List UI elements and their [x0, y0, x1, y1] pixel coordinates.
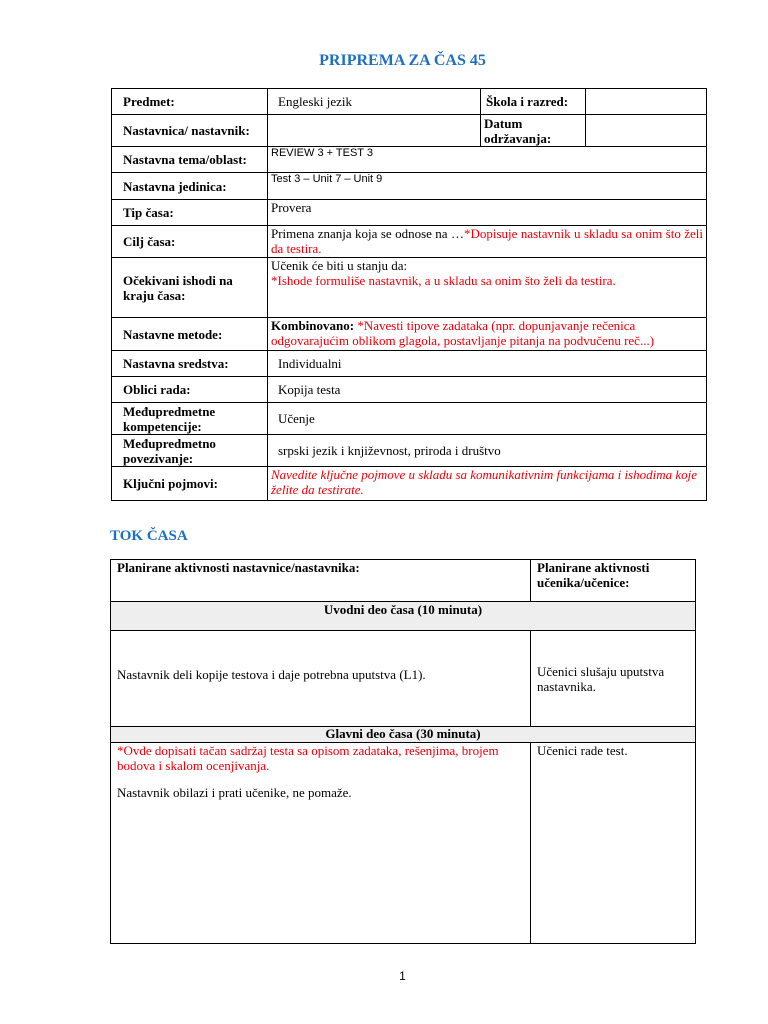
glavni-header: Glavni deo časa (30 minuta) — [111, 727, 696, 743]
jedinica-label: Nastavna jedinica: — [112, 173, 268, 200]
ishodi-value-note: *Ishode formuliše nastavnik, a u skladu sa onim što želi da testira. — [271, 273, 616, 288]
student-column-header: Planirane aktivnosti učenika/učenice: — [531, 560, 696, 602]
kompetencije-value: Učenje — [268, 403, 707, 435]
glavni-row — [111, 743, 696, 944]
ishodi-value-text: Učenik će biti u stanju da: — [271, 258, 408, 273]
row-sredstva — [112, 351, 707, 377]
row-predmet — [112, 89, 707, 115]
tok-casa-heading: TOK ČASA — [110, 528, 188, 544]
uvodni-row — [111, 631, 696, 727]
glavni-teacher-text: Nastavnik obilazi i prati učenike, ne pomaže. — [117, 785, 352, 800]
row-metode — [112, 318, 707, 351]
page-number: 1 — [399, 969, 406, 983]
metode-label: Nastavne metode: — [112, 318, 268, 351]
row-cilj — [112, 226, 707, 258]
glavni-header-row — [111, 727, 696, 743]
metode-value-bold: Kombinovano: — [271, 318, 355, 333]
uvodni-teacher: Nastavnik deli kopije testova i daje potrebna uputstva (L1). — [111, 631, 531, 727]
glavni-teacher-note: *Ovde dopisati tačan sadržaj testa sa opisom zadataka, rešenjima, brojem bodova i skalom ocenjivanja. — [117, 743, 499, 773]
datum-value[interactable] — [586, 115, 707, 147]
lesson-flow-table — [110, 559, 696, 944]
metode-value — [268, 318, 707, 351]
oblici-label: Oblici rada: — [112, 377, 268, 403]
cilj-value — [268, 226, 707, 258]
row-povezivanje — [112, 435, 707, 467]
kompetencije-label: Međupredmetne kompetencije: — [112, 403, 268, 435]
sredstva-value: Individualni — [268, 351, 707, 377]
cilj-value-note: *Dopisuje nastavnik u skladu sa onim što želi da testira. — [271, 226, 703, 256]
pojmovi-value: Navedite ključne pojmove u skladu sa komunikativnim funkcijama i ishodima koje želite da testirate. — [268, 467, 707, 501]
tema-value: REVIEW 3 + TEST 3 — [268, 147, 707, 173]
predmet-label: Predmet: — [112, 89, 268, 115]
tema-label: Nastavna tema/oblast: — [112, 147, 268, 173]
page-title: PRIPREMA ZA ČAS 45 — [319, 52, 486, 69]
pojmovi-label: Ključni pojmovi: — [112, 467, 268, 501]
skola-value[interactable] — [586, 89, 707, 115]
row-tip — [112, 200, 707, 226]
cilj-value-text: Primena znanja koja se odnose na … — [271, 226, 464, 241]
datum-label: Datum održavanja: — [481, 115, 586, 147]
tip-label: Tip časa: — [112, 200, 268, 226]
lesson-info-table — [111, 88, 707, 501]
povezivanje-value: srpski jezik i književnost, priroda i društvo — [268, 435, 707, 467]
glavni-student: Učenici rade test. — [531, 743, 696, 944]
row-nastavnik — [112, 115, 707, 147]
row-jedinica — [112, 173, 707, 200]
nastavnik-value[interactable] — [268, 115, 481, 147]
teacher-column-header: Planirane aktivnosti nastavnice/nastavnika: — [111, 560, 531, 602]
skola-label: Škola i razred: — [481, 89, 586, 115]
jedinica-value: Test 3 – Unit 7 – Unit 9 — [268, 173, 707, 200]
glavni-teacher — [111, 743, 531, 944]
povezivanje-label: Međupredmetno povezivanje: — [112, 435, 268, 467]
row-ishodi — [112, 258, 707, 318]
ishodi-value — [268, 258, 707, 318]
uvodni-student: Učenici slušaju uputstva nastavnika. — [531, 631, 696, 727]
uvodni-header-row — [111, 602, 696, 631]
predmet-value: Engleski jezik — [268, 89, 481, 115]
tok-header-row — [111, 560, 696, 602]
sredstva-label: Nastavna sredstva: — [112, 351, 268, 377]
row-pojmovi — [112, 467, 707, 501]
row-oblici — [112, 377, 707, 403]
oblici-value: Kopija testa — [268, 377, 707, 403]
row-kompetencije — [112, 403, 707, 435]
row-tema — [112, 147, 707, 173]
uvodni-header: Uvodni deo časa (10 minuta) — [111, 602, 696, 631]
nastavnik-label: Nastavnica/ nastavnik: — [112, 115, 268, 147]
metode-value-note: *Navesti tipove zadataka (npr. dopunjavanje rečenica odgovarajućim oblikom glagola, postavljanje pitanja na podvučenu reč...) — [271, 318, 655, 348]
tip-value: Provera — [268, 200, 707, 226]
ishodi-label: Očekivani ishodi na kraju časa: — [112, 258, 268, 318]
cilj-label: Cilj časa: — [112, 226, 268, 258]
